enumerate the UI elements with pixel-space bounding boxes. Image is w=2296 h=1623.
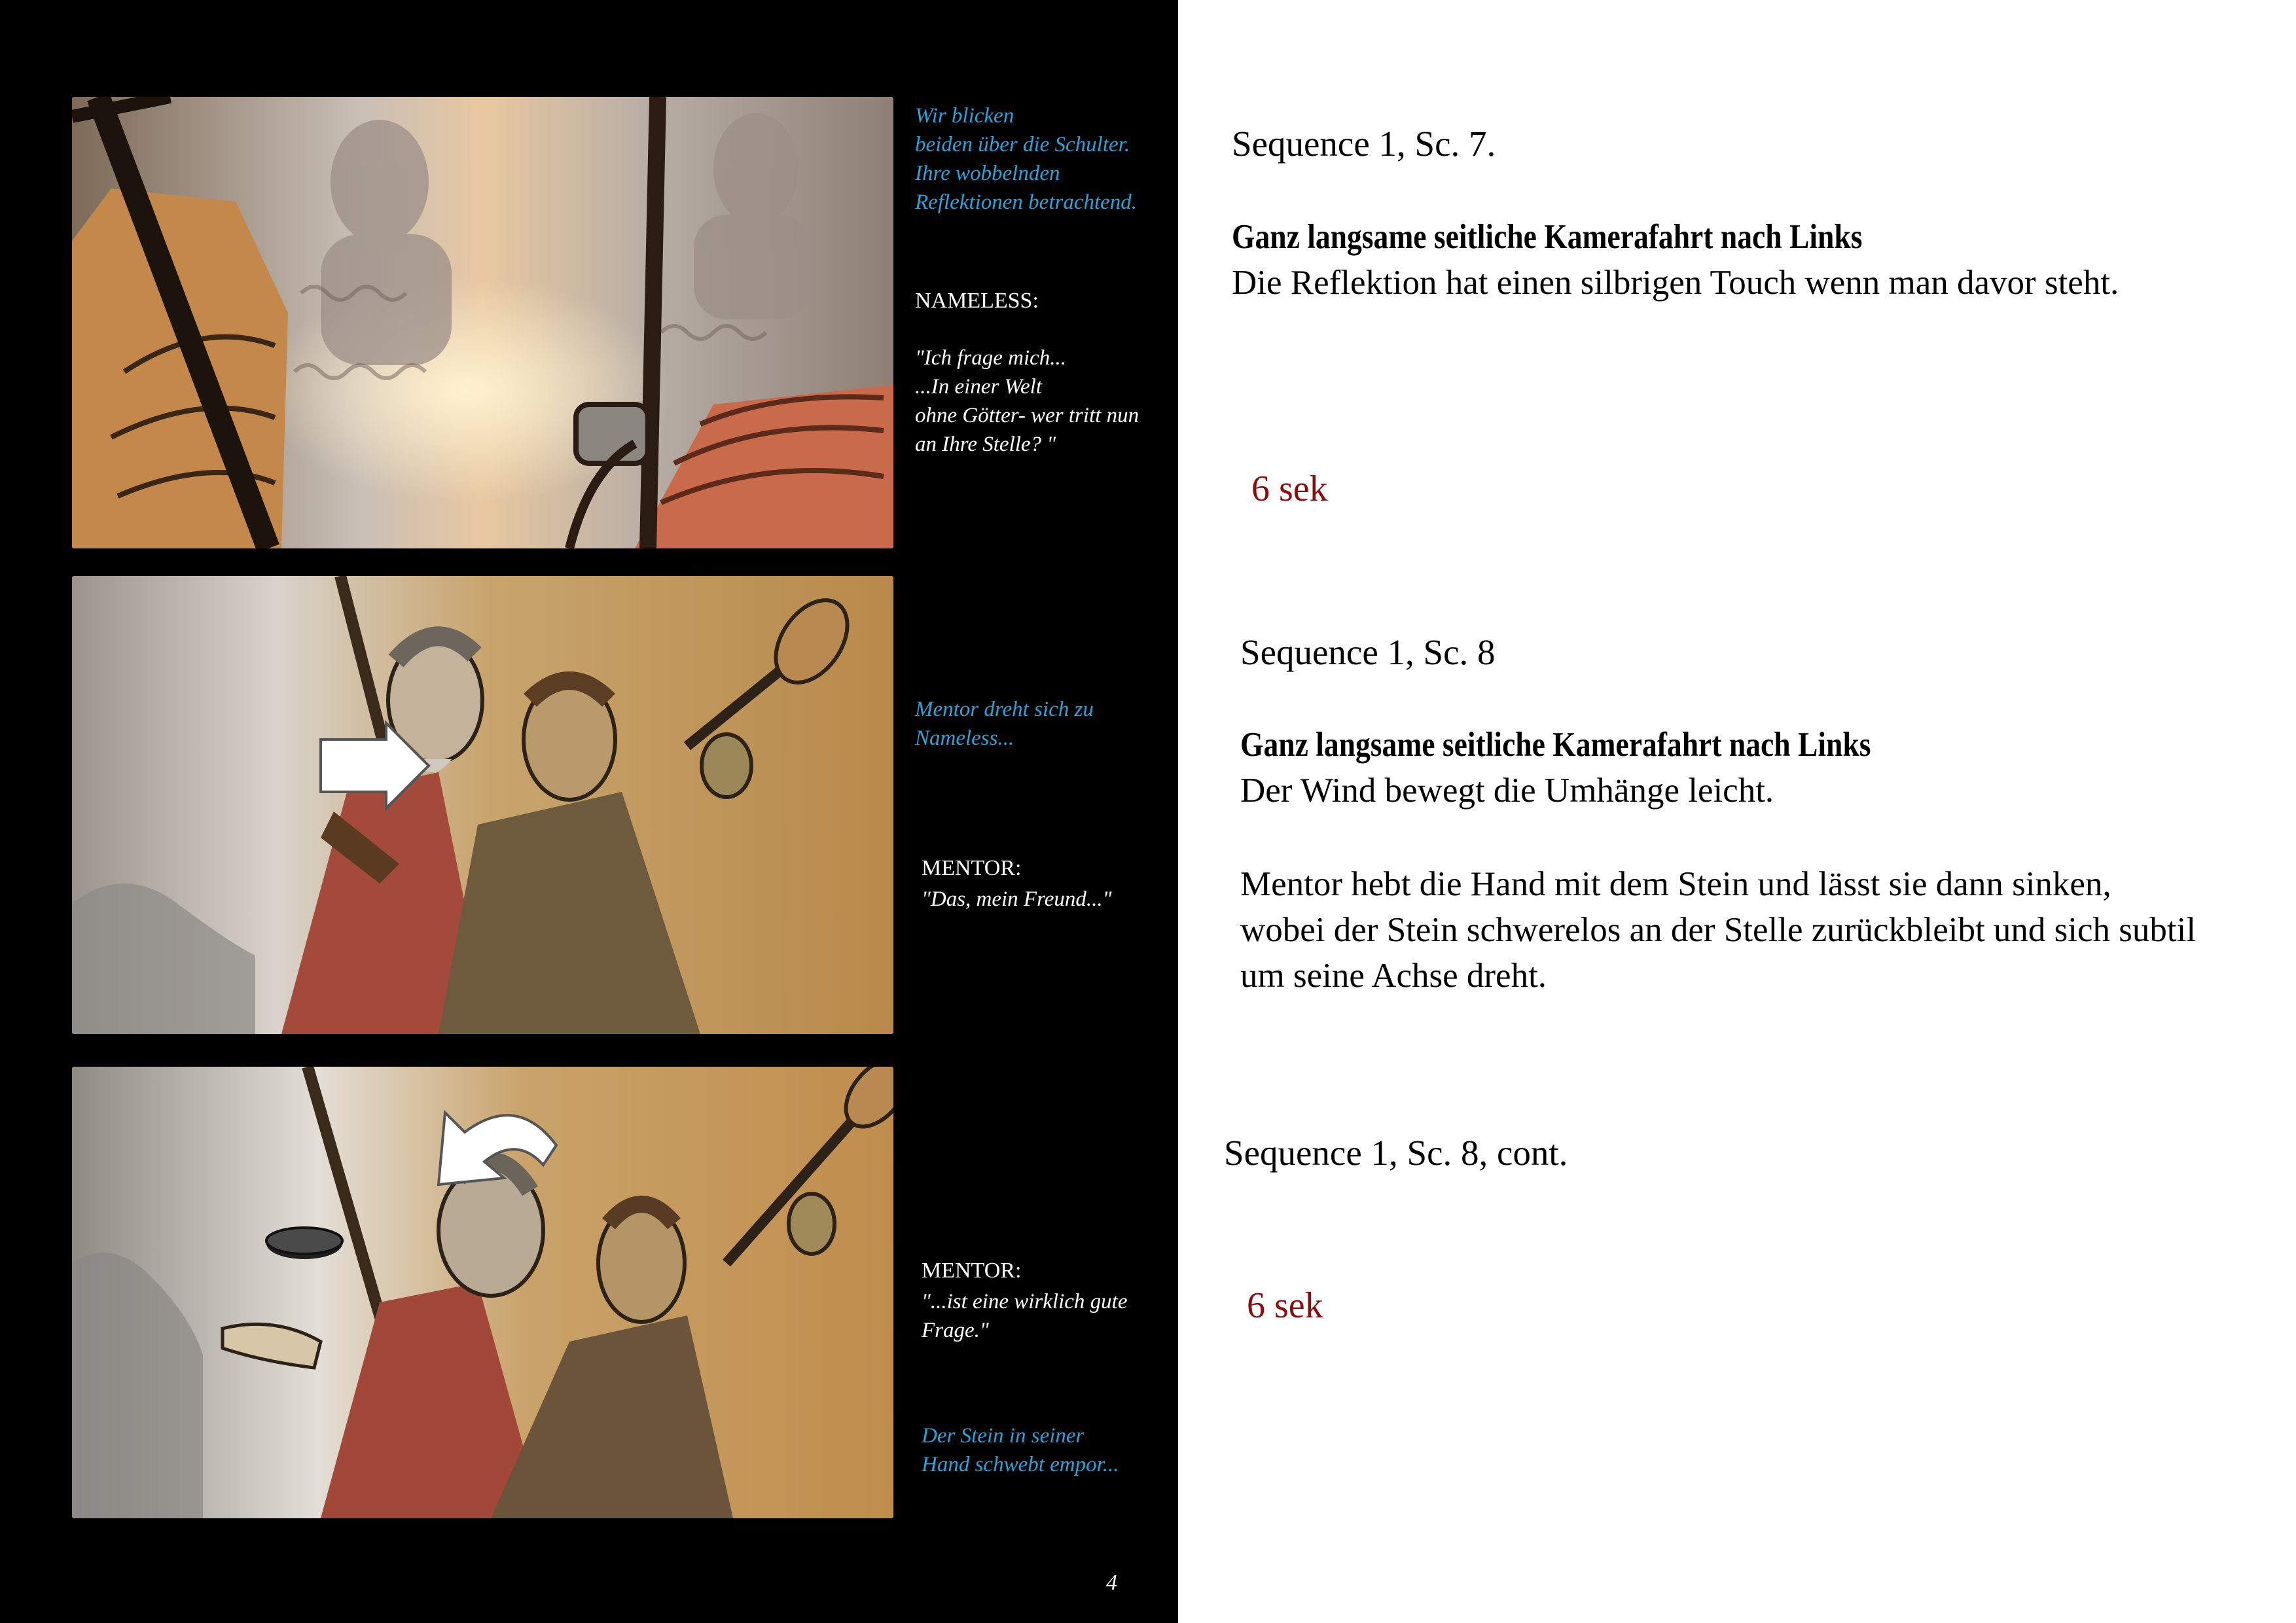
scene-7-duration: 6 sek [1251,469,1328,509]
scene-8-action-line: wobei der Stein schwerelos an der Stelle zurückbleibt und sich subtil [1240,911,2197,949]
scene-8-camera: Ganz langsame seitliche Kamerafahrt nach Links [1240,726,1871,764]
storyboard-panel-3 [72,1067,893,1518]
page-number: 4 [1106,1571,1117,1595]
panel-3-dialogue: "...ist eine wirklich gute Frage." [922,1290,1128,1342]
scene-7-description: Die Reflektion hat einen silbrigen Touch wenn man davor steht. [1232,264,2119,302]
panel-3-illustration [72,1067,893,1518]
panel-2-illustration [72,576,893,1034]
panel-1-dialogue: "Ich frage mich... ...In einer Welt ohne Götter- wer tritt nun an Ihre Stelle? " [915,346,1139,456]
scene-8-heading: Sequence 1, Sc. 8 [1240,632,1496,672]
scene-7-heading: Sequence 1, Sc. 7. [1232,124,1496,164]
panel-1-camera-note: Wir blicken beiden über die Schulter. Ihre wobbelnden Reflektionen betrachtend. [915,104,1138,214]
panel-1-illustration [72,97,893,548]
storyboard-panel-2 [72,576,893,1034]
panel-3-action-note: Der Stein in seiner Hand schwebt empor... [922,1424,1119,1476]
panel-3-speaker: MENTOR: [922,1258,1022,1283]
storyboard-panel-1 [72,97,893,548]
scene-8-action-line: um seine Achse dreht. [1240,957,1547,995]
panel-2-camera-note: Mentor dreht sich zu Nameless... [915,698,1094,750]
panel-2-speaker: MENTOR: [922,856,1022,880]
panel-1-speaker: NAMELESS: [915,289,1039,313]
scene-8-description: Der Wind bewegt die Umhänge leicht. [1240,772,1774,810]
scene-8-cont-heading: Sequence 1, Sc. 8, cont. [1224,1133,1568,1173]
scene-8-cont-duration: 6 sek [1247,1285,1323,1326]
panel-2-dialogue: "Das, mein Freund..." [922,887,1112,911]
scene-8-action-line: Mentor hebt die Hand mit dem Stein und lässt sie dann sinken, [1240,865,2111,903]
scene-7-camera: Ganz langsame seitliche Kamerafahrt nach Links [1232,218,1863,256]
